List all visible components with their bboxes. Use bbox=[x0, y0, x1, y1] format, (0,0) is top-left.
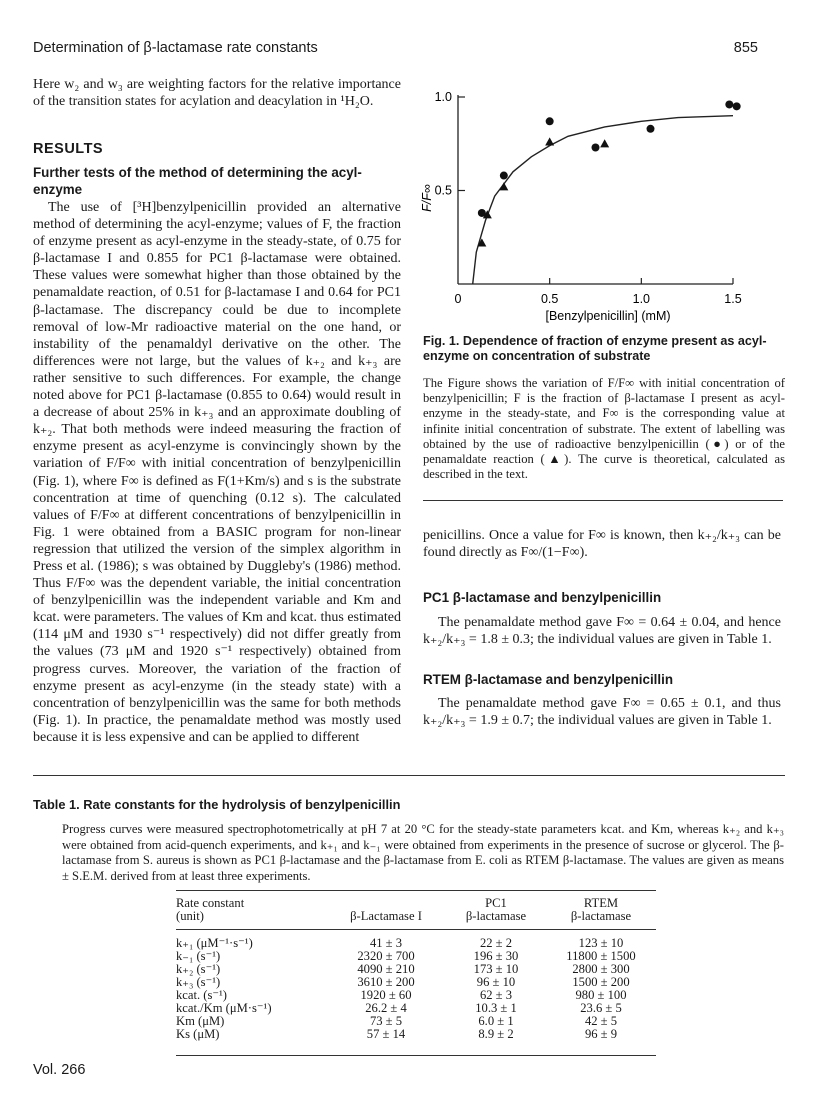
x-tick-label: 0.5 bbox=[540, 292, 559, 306]
radioactive-data-point bbox=[733, 102, 741, 110]
value-cell: 196 ± 30 bbox=[473, 949, 519, 963]
value-cell: 2320 ± 700 bbox=[357, 949, 415, 963]
y-tick-label: 1.0 bbox=[434, 90, 452, 104]
radioactive-data-point bbox=[647, 125, 655, 133]
rate-constant-cell: kcat. (s⁻¹) bbox=[176, 988, 227, 1002]
penamaldate-data-point bbox=[600, 139, 609, 147]
pc1-text: The penamaldate method gave F∞ = 0.64 ± 0.04, and hence k₊₂/k₊₃ = 1.8 ± 0.3; the individual values are given in Table 1. bbox=[423, 615, 781, 648]
radioactive-data-point bbox=[725, 100, 733, 108]
value-cell: 57 ± 14 bbox=[366, 1027, 406, 1041]
chart-x-axis-label: [Benzylpenicillin] (mM) bbox=[545, 309, 671, 323]
penamaldate-data-point bbox=[545, 137, 554, 145]
value-cell: 6.0 ± 1 bbox=[478, 1014, 514, 1028]
value-cell: 41 ± 3 bbox=[369, 936, 403, 950]
theoretical-curve bbox=[473, 116, 733, 284]
table-header-row-2 bbox=[176, 910, 656, 923]
rate-constant-cell: k₊₃ (s⁻¹) bbox=[176, 975, 221, 989]
value-cell: 23.6 ± 5 bbox=[580, 1001, 622, 1015]
x-tick-label: 1.0 bbox=[632, 292, 651, 306]
main-paragraph: The use of [³H]benzylpenicillin provided an alternative method of determining the acyl-enzyme; values of F, the fraction of enzyme present as acyl-enzyme in the steady-state, of 0.75 for β-lactamase I and 0.855 for PC1 β-lactamase were obtained. These values were somewhat higher than those obtained by the penamaldate reaction, of 0.51 for β-lactamase I and 0.64 for PC1 β-lactamase. The discrepancy could be due to incomplete removal of low-Mr radioactive material on the one hand, or instability of the penamaldyl derivative on the other. The differences were not large, but the values of k₊₂ and k₊₃ are rather sensitive to such differences. For example, the change noted above for PC1 β-lactamase (0.855 to 0.64) would result in a decrease of about 25% in k₊₃ and an approximate doubling of k₊₂. That both methods were indeed measuring the fraction of enzyme present as acyl-enzyme is convincingly shown by the variation of F/F∞ with initial concentration of benzylpenicillin (Fig. 1), where F∞ is defined as F(1+Km/s) and s is the substrate concentration at time of quenching (0.12 s). The calculated values of F/F∞ at different concentrations of benzylpenicillin in Fig. 1 were obtained from a BASIC program for non-linear regression that utilized the version of the simplex algorithm in Press et al. (1986); s was obtained by Duggleby's (1986) method. Thus F/F∞ was the dependent variable, the initial concentration of benzylpenicillin was the independent variable and Km and kcat. were parameters. The values of Km and kcat. thus estimated (114 μM and 1930 s⁻¹ respectively) did not differ greatly from the values (73 μM and 1920 s⁻¹ respectively) obtained from progress curves. Moreover, the variation of the fraction of enzyme present as acyl-enzyme (in the steady state) with a concentration of benzylpenicillin was the same for both methods (Fig. 1). In practice, the penamaldate method was mostly used because it is less expensive and can be applied to different bbox=[33, 200, 401, 745]
header-rtem: RTEM bbox=[583, 896, 619, 910]
rate-constant-cell: k₊₁ (μM⁻¹·s⁻¹) bbox=[176, 936, 253, 950]
radioactive-data-point bbox=[500, 172, 508, 180]
value-cell: 96 ± 9 bbox=[584, 1027, 618, 1041]
section-subheading: Further tests of the method of determining the acyl-enzyme bbox=[33, 165, 362, 197]
chart-points-layer bbox=[477, 100, 740, 246]
figure-1-chart bbox=[420, 80, 783, 330]
header-pc1: PC1 bbox=[485, 896, 507, 910]
rtem-text-container bbox=[423, 695, 781, 729]
rate-constant-cell: Km (μM) bbox=[176, 1014, 225, 1028]
value-cell: 11800 ± 1500 bbox=[566, 949, 636, 963]
rate-constant-cell: kcat./Km (μM·s⁻¹) bbox=[176, 1001, 272, 1015]
value-cell: 3610 ± 200 bbox=[357, 975, 415, 989]
main-paragraph-container bbox=[33, 199, 401, 746]
intro-paragraph: Here w₂ and w₃ are weighting factors for the relative importance of the transition states for acylation and deacylation in ¹H₂O. bbox=[33, 77, 401, 110]
figure-divider bbox=[423, 500, 783, 501]
chart-y-axis-label: F/F∞ bbox=[420, 184, 434, 212]
value-cell: 96 ± 10 bbox=[476, 975, 516, 989]
table-title: Table 1. Rate constants for the hydrolysis of benzylpenicillin bbox=[33, 797, 401, 812]
penamaldate-data-point bbox=[499, 182, 508, 190]
figure-caption-body: The Figure shows the variation of F/F∞ with initial concentration of benzylpenicillin; F is the fraction of β-lactamase I present as acyl-enzyme in the steady-state, and F∞ is the corresponding value at infinite initial concentration of substrate. The extent of labelling was obtained by the use of radioactive benzylpenicillin (●) or of the penamaldate reaction (▲). The curve is theoretical, calculated as described in the text. bbox=[423, 376, 785, 482]
value-cell: 62 ± 3 bbox=[479, 988, 513, 1002]
right-continuation-container bbox=[423, 527, 781, 561]
radioactive-data-point bbox=[592, 143, 600, 151]
value-cell: 1500 ± 200 bbox=[572, 975, 630, 989]
value-cell: 73 ± 5 bbox=[369, 1014, 403, 1028]
chart-curve-layer bbox=[473, 116, 733, 284]
table-row bbox=[176, 1002, 656, 1015]
x-tick-label: 1.5 bbox=[724, 292, 742, 306]
value-cell: 42 ± 5 bbox=[584, 1014, 618, 1028]
x-tick-label: 0 bbox=[454, 292, 462, 306]
table-row bbox=[176, 1015, 656, 1028]
value-cell: 26.2 ± 4 bbox=[365, 1001, 407, 1015]
table-top-divider bbox=[33, 775, 785, 776]
page-number: 855 bbox=[733, 40, 758, 56]
value-cell: 4090 ± 210 bbox=[357, 962, 415, 976]
figure-caption-title: Fig. 1. Dependence of fraction of enzyme present as acyl-enzyme on concentration of substrate bbox=[423, 334, 767, 363]
header-rate-constant: Rate constant bbox=[176, 896, 245, 910]
header-pc1-label: β-lactamase bbox=[465, 909, 527, 923]
results-heading: RESULTS bbox=[33, 141, 104, 157]
rate-constant-cell: k₊₂ (s⁻¹) bbox=[176, 962, 221, 976]
header-rtem-label: β-lactamase bbox=[570, 909, 632, 923]
table-description: Progress curves were measured spectrophotometrically at pH 7 at 20 °C for the steady-state parameters kcat. and Km, whereas k₊₂ and k₊₃ were obtained from acid-quench experiments, and k₊₁ and k₋₁ were obtained from experiments in the presence of sucrose or glycerol. The β-lactamase from S. aureus is shown as PC1 β-lactamase and the β-lactamase from E. coli as RTEM β-lactamase. The values are given as means ± S.E.M. derived from at least three experiments. bbox=[62, 822, 784, 883]
radioactive-data-point bbox=[546, 117, 554, 125]
y-tick-label: 0.5 bbox=[434, 183, 452, 198]
value-cell: 22 ± 2 bbox=[479, 936, 513, 950]
value-cell: 980 ± 100 bbox=[575, 988, 627, 1002]
chart-ticks bbox=[435, 90, 742, 306]
pc1-heading: PC1 β-lactamase and benzylpenicillin bbox=[423, 590, 662, 605]
value-cell: 123 ± 10 bbox=[578, 936, 624, 950]
pc1-text-container bbox=[423, 614, 781, 648]
table-header-bottom-rule bbox=[176, 929, 656, 930]
running-head: Determination of β-lactamase rate constants bbox=[33, 40, 318, 56]
value-cell: 2800 ± 300 bbox=[572, 962, 630, 976]
value-cell: 8.9 ± 2 bbox=[478, 1027, 514, 1041]
rate-constants-table bbox=[176, 897, 656, 1041]
table-bottom-rule bbox=[176, 1055, 656, 1056]
rtem-text: The penamaldate method gave F∞ = 0.65 ± 0.1, and thus k₊₂/k₊₃ = 1.9 ± 0.7; the individual values are given in Table 1. bbox=[423, 696, 781, 729]
table-body bbox=[176, 937, 656, 1041]
table-header-top-rule bbox=[176, 890, 656, 891]
rate-constant-cell: k₋₁ (s⁻¹) bbox=[176, 949, 221, 963]
value-cell: 10.3 ± 1 bbox=[475, 1001, 517, 1015]
header-lactamase-i-label: β-Lactamase I bbox=[350, 909, 422, 923]
right-continuation: penicillins. Once a value for F∞ is known, then k₊₂/k₊₃ can be found directly as F∞/(1−F∞). bbox=[423, 528, 781, 561]
header-unit: (unit) bbox=[176, 909, 204, 923]
rtem-heading: RTEM β-lactamase and benzylpenicillin bbox=[423, 672, 674, 687]
figure-caption bbox=[423, 334, 785, 482]
left-column bbox=[33, 76, 401, 110]
volume-footer: Vol. 266 bbox=[33, 1062, 86, 1078]
value-cell: 173 ± 10 bbox=[473, 962, 519, 976]
rate-constant-cell: Ks (μM) bbox=[176, 1027, 220, 1041]
table-row bbox=[176, 1028, 656, 1041]
value-cell: 1920 ± 60 bbox=[360, 988, 412, 1002]
